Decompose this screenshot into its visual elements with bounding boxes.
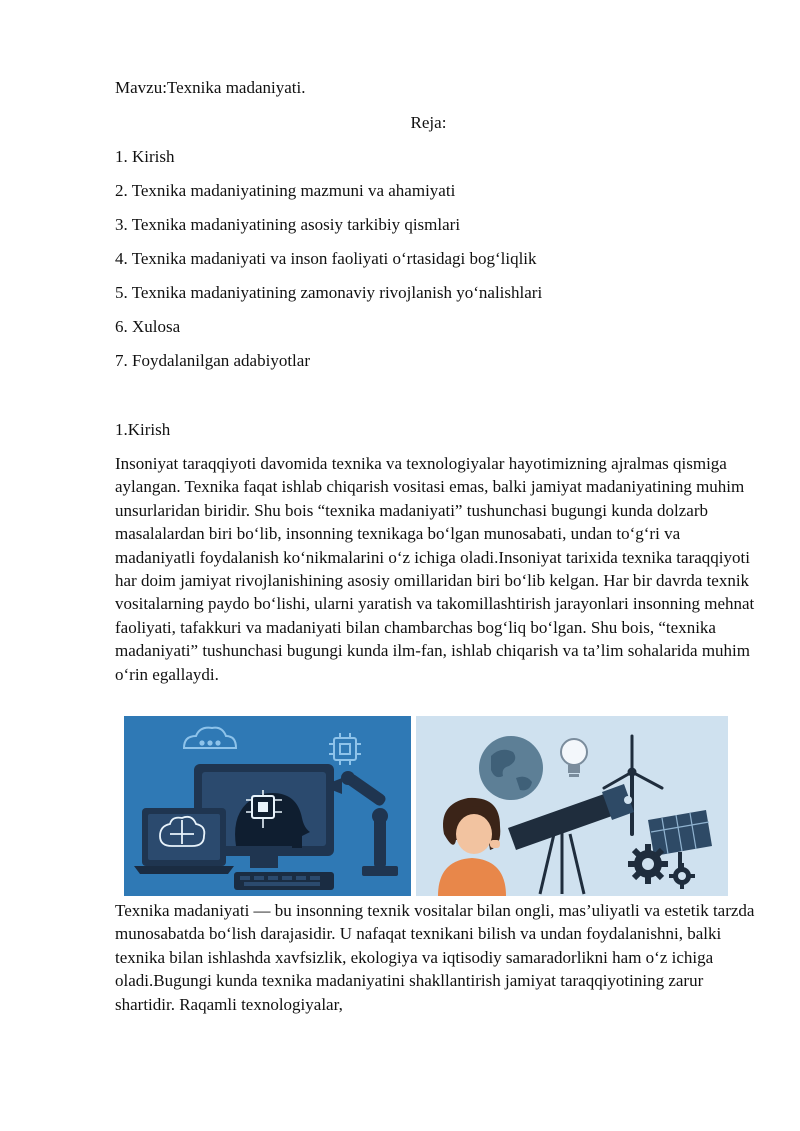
intro-paragraph: Insoniyat taraqqiyoti davomida texnika va texnologiyalar hayotimizning ajralmas qismiga aylangan. Texnika faqat ishlab chiqarish vositasi emas, balki jamiyat madaniyatining muhim unsurlaridan biridir. Shu bois “texnika madaniyati” tushunchasi bugungi kunda dolzarb masalalardan biri bo‘lib, insonning texnikaga bo‘lgan munosabati, undan to‘g‘ri va madaniyatli foydalanish ko‘nikmalarini o‘z ichiga oladi.Insoniyat tarixida texnika taraqqiyoti har doim jamiyat rivojlanishining asosiy omillaridan biri bo‘lib kelgan. Har bir davrda texnik vositalarning paydo bo‘lishi, ularni yaratish va takomillashtirish jarayonlari insonning mehnat faoliyati, tafakkuri va madaniyati bilan chambarchas bog‘liq bo‘lgan. Shu bois, “texnika madaniyati” tushunchasi bugungi kunda ilm-fan, ishlab chiqarish va ta’lim sohalarida muhim o‘rin egallaydi. — [115, 454, 755, 684]
plan-item: 4. Texnika madaniyati va inson faoliyati o‘rtasidagi bog‘liqlik — [115, 249, 537, 268]
science-illustration — [416, 716, 728, 896]
plan-item: 2. Texnika madaniyatining mazmuni va ahamiyati — [115, 181, 456, 200]
technology-illustration — [124, 716, 411, 896]
section-heading: 1.Kirish — [115, 420, 171, 439]
plan-item: 7. Foydalanilgan adabiyotlar — [115, 351, 310, 370]
plan-item: 5. Texnika madaniyatining zamonaviy rivojlanish yo‘nalishlari — [115, 283, 543, 302]
keyboard-icon — [234, 872, 334, 890]
plan-item: 3. Texnika madaniyatining asosiy tarkibiy qismlari — [115, 215, 461, 234]
body-paragraph: Texnika madaniyati — bu insonning texnik vositalar bilan ongli, mas’uliyatli va estetik tarzda munosabatda bo‘lish darajasidir. U nafaqat texnikani bilish va undan foydalanishni, balki texnika bilan ishlashda xavfsizlik, ekologiya va iqtisodiy samaradorlikni ham o‘z ichiga oladi.Bugungi kunda texnika madaniyatini shakllantirish jamiyat taraqqiyotining zarur shartidir. Raqamli texnologiyalar, — [115, 901, 755, 1014]
topic-title: Mavzu:Texnika madaniyati. — [115, 78, 306, 97]
plan-item: 1. Kirish — [115, 147, 175, 166]
plan-title: Reja: — [410, 113, 447, 132]
globe-icon — [479, 736, 543, 800]
plan-item: 6. Xulosa — [115, 317, 181, 336]
